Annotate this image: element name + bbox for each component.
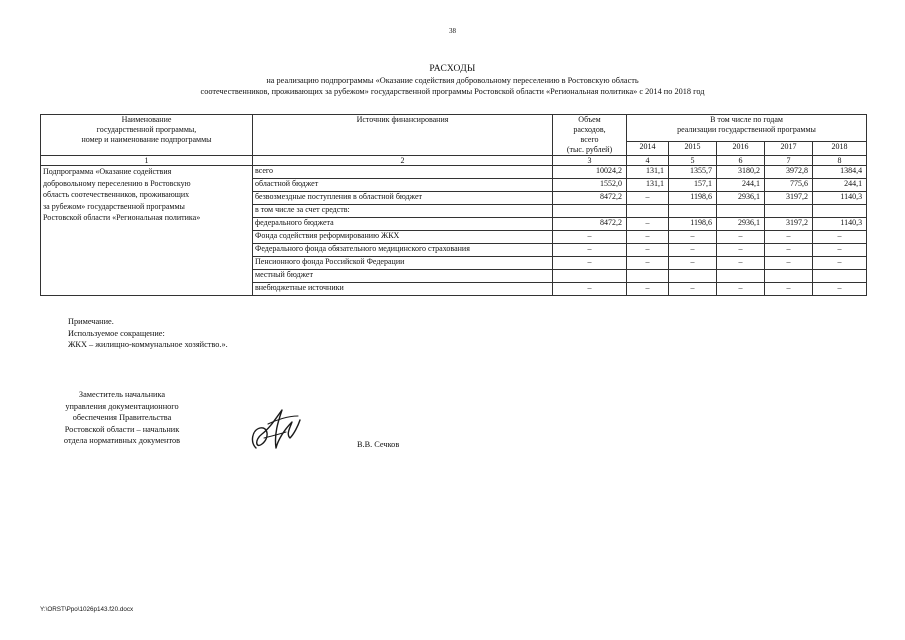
year-cell: – xyxy=(813,257,867,270)
year-cell: – xyxy=(717,283,765,296)
header-total-line: всего xyxy=(580,135,599,144)
year-cell xyxy=(717,270,765,283)
total-cell xyxy=(553,205,627,218)
source-cell: Фонда содействия реформированию ЖКХ xyxy=(253,231,553,244)
title-main: РАСХОДЫ xyxy=(429,64,476,74)
year-cell: – xyxy=(669,257,717,270)
year-cell: – xyxy=(765,257,813,270)
page-number: 38 xyxy=(449,27,456,35)
program-name-line: область соотечественников, проживающих xyxy=(43,190,190,199)
year-cell xyxy=(669,270,717,283)
header-name-line: номер и наименование подпрограммы xyxy=(81,135,212,144)
program-name-line: Подпрограмма «Оказание содействия xyxy=(43,167,172,176)
signer-line: Ростовской области – начальник xyxy=(64,424,180,434)
signer-line: отдела нормативных документов xyxy=(63,436,181,445)
year-cell: 1140,3 xyxy=(813,218,867,231)
year-cell: – xyxy=(627,283,669,296)
signer-name: В.В. Сечков xyxy=(357,440,400,449)
header-name-line: государственной программы, xyxy=(96,125,197,134)
source-cell: областной бюджет xyxy=(253,179,553,192)
total-cell: 1552,0 xyxy=(553,179,627,192)
year-cell: – xyxy=(627,218,669,231)
year-cell: 1198,6 xyxy=(669,192,717,205)
file-path-footer: Y:\ORST\Ppo\1026p143.f20.docx xyxy=(40,606,134,613)
note-line: ЖКХ – жилищно-коммунальное хозяйство.». xyxy=(68,340,228,349)
header-years-group xyxy=(627,115,867,142)
year-cell: 131,1 xyxy=(627,179,669,192)
column-index: 2 xyxy=(253,156,553,166)
year-cell xyxy=(813,270,867,283)
year-cell xyxy=(717,205,765,218)
total-cell: – xyxy=(553,283,627,296)
year-cell: – xyxy=(813,231,867,244)
column-index: 6 xyxy=(717,156,765,166)
year-cell: 2936,1 xyxy=(717,192,765,205)
title-line-1: на реализацию подпрограммы «Оказание содействия добровольному переселению в Ростовскую область xyxy=(266,76,639,85)
year-cell: 157,1 xyxy=(669,179,717,192)
column-index: 5 xyxy=(669,156,717,166)
year-cell: 1140,3 xyxy=(813,192,867,205)
column-index: 7 xyxy=(765,156,813,166)
year-cell: 244,1 xyxy=(813,179,867,192)
header-name-line: Наименование xyxy=(121,115,172,124)
signer-position xyxy=(36,389,208,447)
year-cell xyxy=(627,205,669,218)
year-cell: 1198,6 xyxy=(669,218,717,231)
source-cell: Федерального фонда обязательного медицинского страхования xyxy=(253,244,553,257)
year-cell: – xyxy=(717,244,765,257)
year-cell xyxy=(813,205,867,218)
note-line: Примечание. xyxy=(68,317,114,326)
column-index-row xyxy=(41,156,867,166)
header-year: 2018 xyxy=(813,141,867,155)
year-cell: 244,1 xyxy=(717,179,765,192)
header-years-line: реализации государственной программы xyxy=(677,125,816,134)
year-cell xyxy=(765,270,813,283)
header-year: 2014 xyxy=(627,141,669,155)
header-total xyxy=(553,115,627,156)
year-cell: 131,1 xyxy=(627,166,669,179)
year-cell: 2936,1 xyxy=(717,218,765,231)
source-cell: безвозмездные поступления в областной бюджет xyxy=(253,192,553,205)
header-row-1 xyxy=(41,115,867,142)
year-cell: 3197,2 xyxy=(765,192,813,205)
title-line-2: соотечественников, проживающих за рубежом» государственной программы Ростовской области «Региональная политика» с 2014 по 2018 год xyxy=(200,87,705,96)
year-cell: – xyxy=(627,192,669,205)
table-row xyxy=(41,166,867,179)
column-index: 8 xyxy=(813,156,867,166)
year-cell: 1384,4 xyxy=(813,166,867,179)
signer-line: Заместитель начальника xyxy=(78,390,166,399)
header-year: 2015 xyxy=(669,141,717,155)
year-cell: – xyxy=(627,244,669,257)
year-cell: – xyxy=(813,283,867,296)
program-name-cell xyxy=(41,166,253,296)
program-name-line: добровольному переселению в Ростовскую xyxy=(43,178,191,188)
signer-line: обеспечения Правительства xyxy=(72,413,172,422)
header-name xyxy=(41,115,253,156)
total-cell xyxy=(553,270,627,283)
year-cell: – xyxy=(813,244,867,257)
year-cell: – xyxy=(717,257,765,270)
header-total-line: расходов, xyxy=(573,125,606,134)
note-line: Используемое сокращение: xyxy=(68,328,165,338)
year-cell xyxy=(627,270,669,283)
source-cell: Пенсионного фонда Российской Федерации xyxy=(253,257,553,270)
year-cell: – xyxy=(765,244,813,257)
total-cell: – xyxy=(553,257,627,270)
year-cell: – xyxy=(669,283,717,296)
program-name-line: за рубежом» государственной программы xyxy=(43,201,185,211)
year-cell: 3972,8 xyxy=(765,166,813,179)
year-cell: – xyxy=(669,231,717,244)
year-cell: – xyxy=(627,257,669,270)
program-name-line: Ростовской области «Региональная политика» xyxy=(43,213,201,222)
column-index: 1 xyxy=(41,156,253,166)
year-cell: 3180,2 xyxy=(717,166,765,179)
source-cell: всего xyxy=(253,166,553,179)
total-cell: 10024,2 xyxy=(553,166,627,179)
header-total-line: (тыс. рублей) xyxy=(566,145,613,154)
header-years-line: В том числе по годам xyxy=(710,115,783,124)
year-cell: – xyxy=(765,231,813,244)
source-cell: внебюджетные источники xyxy=(253,283,553,296)
column-index: 4 xyxy=(627,156,669,166)
year-cell xyxy=(765,205,813,218)
header-source: Источник финансирования xyxy=(253,115,553,156)
total-cell: – xyxy=(553,231,627,244)
year-cell xyxy=(669,205,717,218)
header-year: 2016 xyxy=(717,141,765,155)
source-cell: федерального бюджета xyxy=(253,218,553,231)
notes-block xyxy=(68,316,228,351)
header-year: 2017 xyxy=(765,141,813,155)
year-cell: 775,6 xyxy=(765,179,813,192)
column-index: 3 xyxy=(553,156,627,166)
header-total-line: Объем xyxy=(578,115,601,124)
source-cell: в том числе за счет средств: xyxy=(253,205,553,218)
total-cell: 8472,2 xyxy=(553,192,627,205)
total-cell: 8472,2 xyxy=(553,218,627,231)
expenses-table xyxy=(40,114,867,296)
source-cell: местный бюджет xyxy=(253,270,553,283)
year-cell: – xyxy=(627,231,669,244)
year-cell: 3197,2 xyxy=(765,218,813,231)
year-cell: – xyxy=(669,244,717,257)
year-cell: – xyxy=(717,231,765,244)
signer-line: управления документационного xyxy=(65,401,179,411)
handwritten-signature xyxy=(246,404,304,454)
total-cell: – xyxy=(553,244,627,257)
year-cell: 1355,7 xyxy=(669,166,717,179)
document-title xyxy=(40,64,865,97)
year-cell: – xyxy=(765,283,813,296)
